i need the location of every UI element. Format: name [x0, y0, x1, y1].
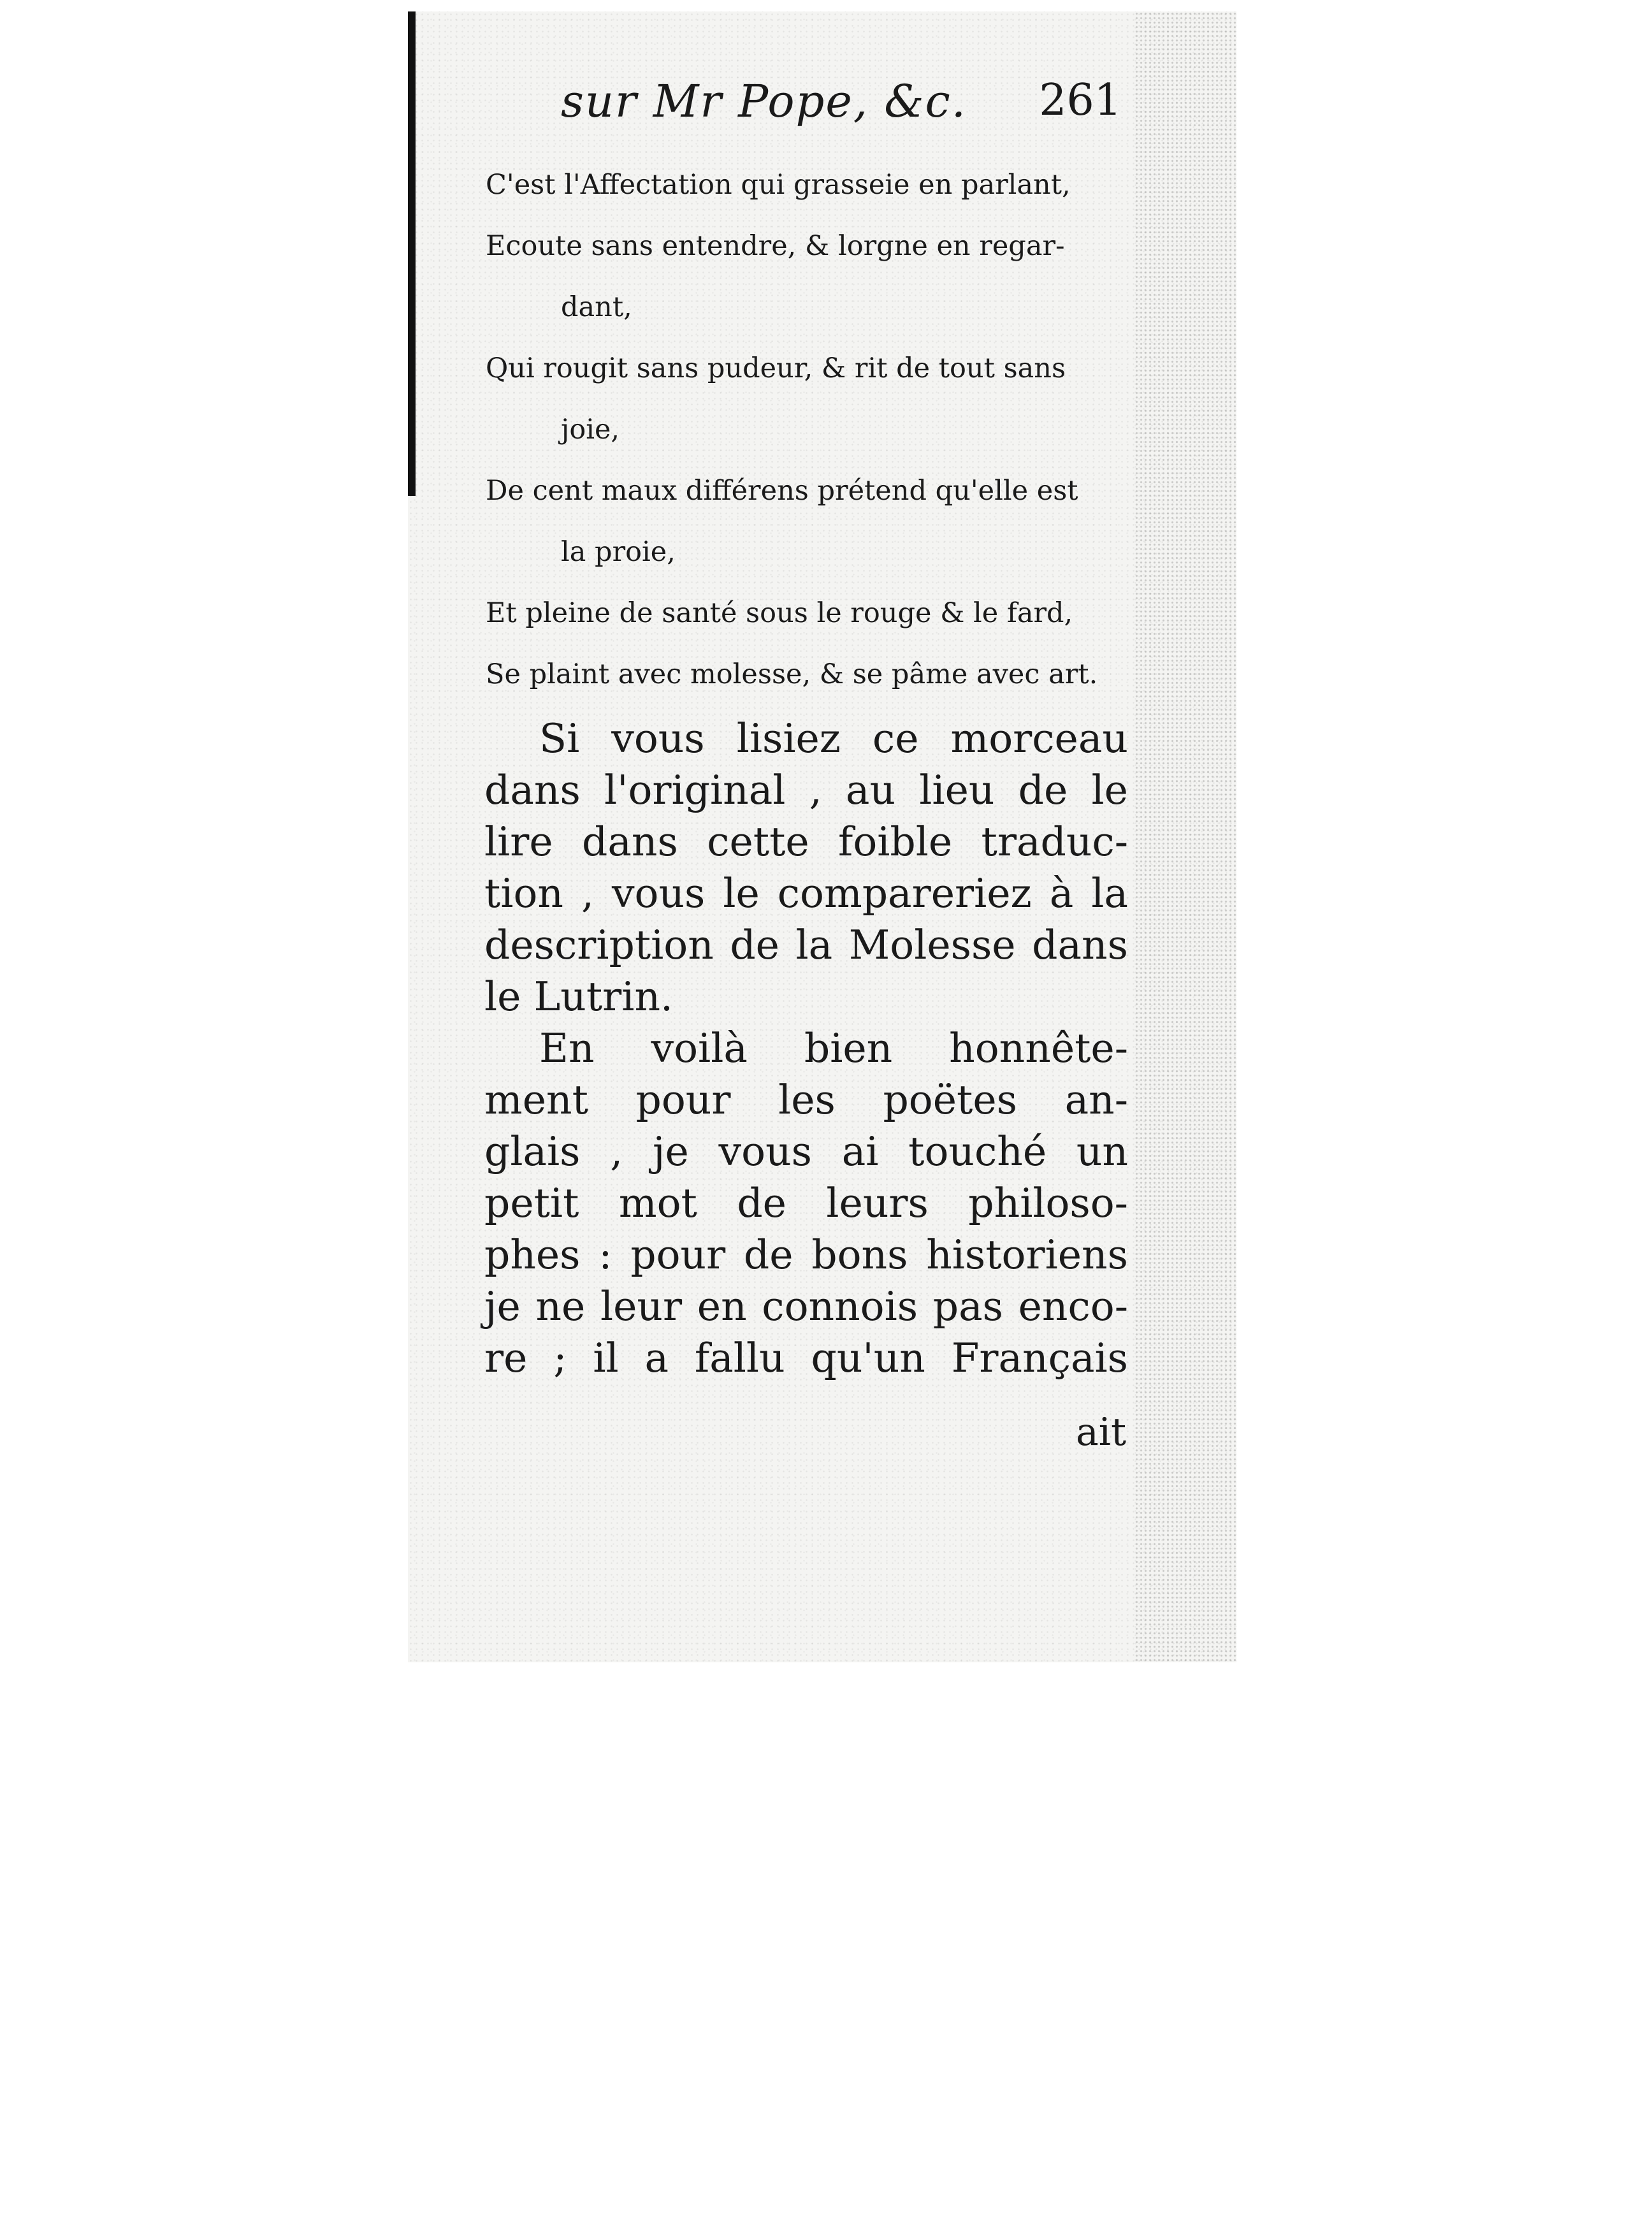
prose-word: pas — [932, 1283, 1003, 1330]
prose-line — [484, 868, 1128, 919]
prose-word: de — [743, 1231, 793, 1278]
prose-line — [484, 1022, 1128, 1074]
verse-line: joie, — [561, 414, 620, 446]
prose-word: morceau — [950, 715, 1128, 762]
verse-line: la proie, — [561, 536, 676, 568]
prose-word: vous — [611, 715, 705, 762]
prose-word: ce — [872, 715, 919, 762]
prose-word: au — [845, 767, 896, 813]
prose-word: de — [737, 1180, 786, 1226]
prose-word: un — [1076, 1128, 1128, 1175]
prose-word: pour — [630, 1231, 726, 1278]
prose-word: qu'un — [811, 1335, 925, 1381]
prose-line — [484, 1332, 1128, 1384]
prose-word: vous — [718, 1128, 812, 1175]
prose-word: leurs — [826, 1180, 929, 1226]
prose-word: ne — [535, 1283, 586, 1330]
verse-line: Et pleine de santé sous le rouge & le fard, — [486, 597, 1073, 629]
prose-word: Si — [539, 715, 580, 762]
prose-word: fallu — [694, 1335, 785, 1381]
prose-line — [484, 764, 1128, 816]
prose-word: bons — [811, 1231, 908, 1278]
prose-word: a — [644, 1335, 669, 1381]
prose-word: an- — [1064, 1077, 1128, 1123]
verse-line: De cent maux différens prétend qu'elle est — [486, 475, 1078, 507]
prose-word: lieu — [919, 767, 995, 813]
prose-word: de — [1018, 767, 1068, 813]
prose-word: il — [593, 1335, 619, 1381]
prose-word: je — [484, 1283, 521, 1330]
binding-edge — [408, 11, 416, 496]
prose-word: En — [539, 1025, 595, 1071]
verse-line: Qui rougit sans pudeur, & rit de tout sans — [486, 352, 1066, 384]
prose-line — [484, 1281, 1128, 1332]
prose-word: re — [484, 1335, 528, 1381]
verse-line: C'est l'Affectation qui grasseie en parlant, — [486, 169, 1071, 201]
prose-word: poëtes — [883, 1077, 1017, 1123]
prose-word: honnête- — [949, 1025, 1128, 1071]
prose-word: la — [795, 922, 833, 968]
prose-word: vous — [611, 870, 706, 917]
prose-word: le Lutrin. — [484, 973, 674, 1020]
verse-quotation — [486, 154, 1123, 705]
page-header — [561, 75, 1122, 145]
bleed-through-noise — [1134, 11, 1236, 1662]
verse-line: dant, — [561, 291, 632, 323]
prose-word: les — [778, 1077, 836, 1123]
prose-word: mot — [618, 1180, 697, 1226]
prose-word: en — [697, 1283, 747, 1330]
prose-word: touché — [908, 1128, 1047, 1175]
prose-word: cette — [707, 818, 809, 865]
prose-word: leur — [600, 1283, 683, 1330]
verse-line: Se plaint avec molesse, & se pâme avec art. — [486, 658, 1098, 690]
prose-word: ai — [841, 1128, 879, 1175]
prose-word: : — [598, 1231, 612, 1278]
prose-word: traduc- — [981, 818, 1128, 865]
prose-line — [484, 919, 1128, 971]
prose-word: foible — [838, 818, 953, 865]
prose-word: , — [809, 767, 822, 813]
page-number: 261 — [1039, 75, 1122, 126]
prose-word: ; — [553, 1335, 567, 1381]
prose-word: Français — [951, 1335, 1128, 1381]
prose-line — [484, 713, 1128, 764]
prose-word: dans — [582, 818, 678, 865]
prose-word: compareriez — [777, 870, 1032, 917]
prose-word: le — [1091, 767, 1128, 813]
prose-word: le — [723, 870, 760, 917]
prose-word: je — [653, 1128, 689, 1175]
prose-word: dans — [1032, 922, 1128, 968]
prose-line — [484, 1229, 1128, 1281]
prose-word: phes — [484, 1231, 581, 1278]
prose-word: à — [1049, 870, 1074, 917]
prose-line — [484, 971, 1128, 1022]
catchword: ait — [1076, 1410, 1127, 1455]
prose-word: lire — [484, 818, 553, 865]
prose-word: description — [484, 922, 714, 968]
prose-word: connois — [762, 1283, 918, 1330]
prose-line — [484, 1126, 1128, 1177]
prose-word: , — [581, 870, 594, 917]
prose-word: tion — [484, 870, 563, 917]
prose-word: voilà — [651, 1025, 748, 1071]
prose-word: petit — [484, 1180, 579, 1226]
prose-line — [484, 816, 1128, 868]
prose-word: la — [1091, 870, 1128, 917]
prose-line — [484, 1074, 1128, 1126]
running-head: sur Mr Pope, &c. — [561, 75, 967, 127]
prose-word: pour — [635, 1077, 731, 1123]
prose-word: philoso- — [968, 1180, 1128, 1226]
prose-word: bien — [804, 1025, 893, 1071]
prose-word: dans — [484, 767, 581, 813]
prose-word: historiens — [926, 1231, 1128, 1278]
verse-line: Ecoute sans entendre, & lorgne en regar- — [486, 230, 1065, 262]
prose-word: l'original — [604, 767, 786, 813]
prose-word: glais — [484, 1128, 581, 1175]
prose-word: ment — [484, 1077, 588, 1123]
prose-word: lisiez — [736, 715, 841, 762]
prose-word: Molesse — [848, 922, 1016, 968]
body-paragraphs — [484, 713, 1128, 1384]
prose-word: , — [610, 1128, 623, 1175]
prose-word: de — [730, 922, 779, 968]
prose-word: enco- — [1018, 1283, 1128, 1330]
prose-line — [484, 1177, 1128, 1229]
